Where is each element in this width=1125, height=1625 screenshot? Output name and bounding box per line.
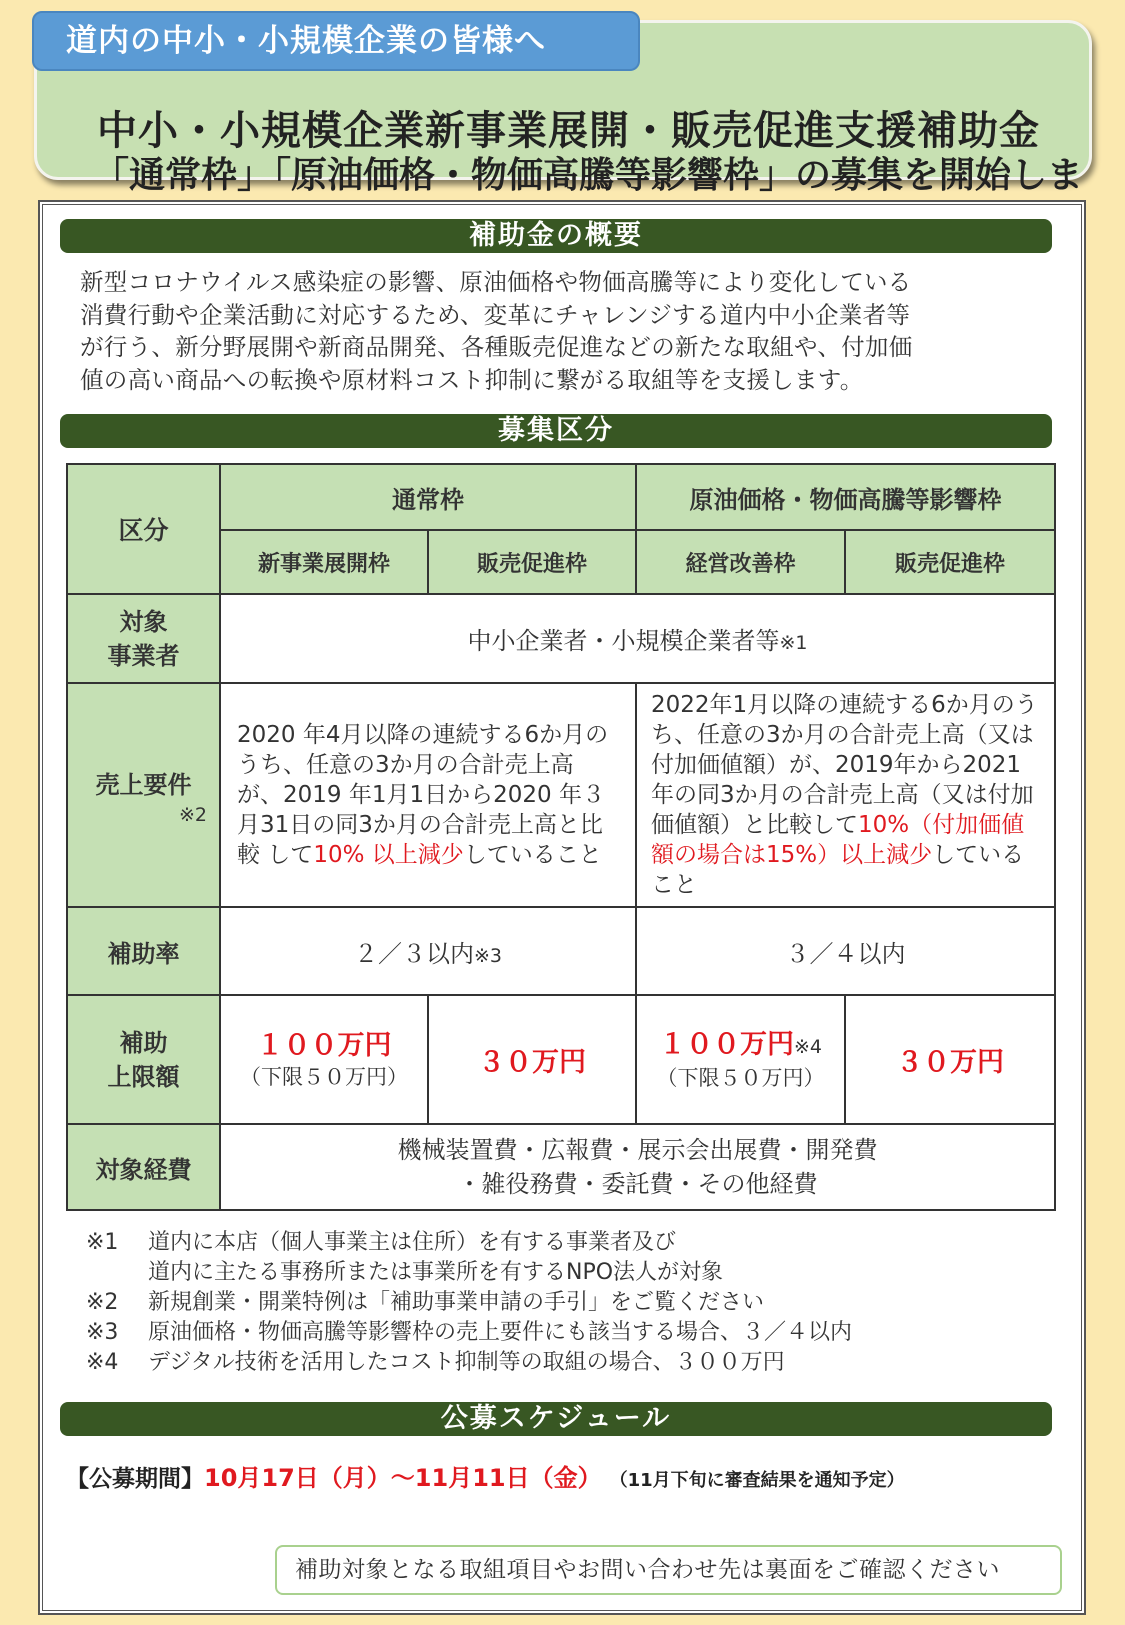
application-period [66, 1458, 905, 1493]
sales-text: していること [651, 842, 1025, 898]
table-row [67, 594, 1055, 683]
footnote-mark [86, 1258, 148, 1288]
footnote-text: 新規創業・開業特例は「補助事業申請の手引」をご覧ください [148, 1290, 765, 1315]
overview-line: 新型コロナウイルス感染症の影響、原油価格や物価高騰等により変化している [80, 268, 912, 296]
header-sub-management: 経営改善枠 [636, 530, 845, 594]
footnote-text: 道内に主たる事務所または事業所を有するNPO法人が対象 [148, 1260, 724, 1285]
rate-normal [220, 907, 636, 995]
footnote [86, 1348, 1046, 1378]
footnote-mark: ※2 [86, 1290, 119, 1315]
sales-text: 2022年1月以降の連続する6か月のうち、任意の3か月の合計売上高（又は付加価値額）が、2019年から2021年の同3か月の合計売上高（又は付加価値額）と比較して [651, 692, 1038, 838]
categories-table [66, 463, 1056, 1211]
back-page-notice: 補助対象となる取組項目やお問い合わせ先は裏面をご確認ください [275, 1545, 1062, 1595]
limit-note: ※4 [793, 1035, 822, 1058]
limit-amount: ３０万円 [896, 1047, 1004, 1078]
target-value [220, 594, 1055, 683]
header-group-normal: 通常枠 [220, 464, 636, 530]
footnote-mark: ※1 [86, 1230, 119, 1255]
table-row [67, 995, 1055, 1124]
target-note: ※1 [779, 632, 808, 654]
limit-amount: ３０万円 [478, 1047, 586, 1078]
schedule-heading: 公募スケジュール [60, 1402, 1052, 1436]
row-label-sales [67, 683, 220, 907]
row-label-line: 上限額 [107, 1062, 180, 1091]
header-sub-new-business: 新事業展開枠 [220, 530, 428, 594]
limit-min: （下限５０万円） [240, 1064, 408, 1089]
period-note: （11月下旬に審査結果を通知予定） [609, 1470, 905, 1491]
cost-line: 機械装置費・広報費・展示会出展費・開発費 [397, 1136, 878, 1164]
overview-heading: 補助金の概要 [60, 219, 1052, 253]
row-label-target [67, 594, 220, 683]
table-row [67, 683, 1055, 907]
row-label-cost: 対象経費 [67, 1124, 220, 1210]
header-sub-sales-promo: 販売促進枠 [428, 530, 636, 594]
row-label-line: 売上要件 [95, 770, 192, 799]
footnote-text: 原油価格・物価高騰等影響枠の売上要件にも該当する場合、３／４以内 [148, 1320, 853, 1345]
row-label-limit [67, 995, 220, 1124]
footnote-mark: ※4 [86, 1350, 119, 1375]
rate-text: ２／３以内 [353, 939, 474, 968]
cost-items [220, 1124, 1055, 1210]
cost-line: ・雑役務費・委託費・その他経費 [457, 1170, 818, 1198]
table-row [67, 907, 1055, 995]
target-text: 中小企業者・小規模企業者等 [467, 627, 780, 655]
rate-note: ※3 [473, 944, 502, 967]
header-kubun: 区分 [67, 464, 220, 594]
rate-oil: ３／４以内 [636, 907, 1055, 995]
sales-requirement-normal [220, 683, 636, 907]
sales-requirement-oil [636, 683, 1055, 907]
row-label-line: 補助 [119, 1028, 168, 1057]
footnote-text: 道内に本店（個人事業主は住所）を有する事業者及び [148, 1230, 677, 1255]
row-label-line: 対象 [119, 607, 168, 636]
overview-line: が行う、新分野展開や新商品開発、各種販売促進などの新たな取組や、付加価 [80, 333, 913, 361]
overview-line: 値の高い商品への転換や原材料コスト抑制に繋がる取組等を支援します。 [80, 365, 864, 394]
overview-line: 消費行動や企業活動に対応するため、変革にチャレンジする道内中小企業者等 [80, 300, 911, 329]
footnote [86, 1288, 1046, 1318]
table-row [67, 464, 1055, 530]
limit-amount: １００万円 [658, 1028, 794, 1060]
limit-management [636, 995, 845, 1124]
footnote [86, 1228, 1046, 1258]
footnote-mark: ※3 [86, 1320, 119, 1345]
header-group-oil: 原油価格・物価高騰等影響枠 [636, 464, 1055, 530]
row-label-line: 事業者 [107, 641, 180, 670]
footnote-text: デジタル技術を活用したコスト抑制等の取組の場合、３００万円 [148, 1350, 785, 1375]
header-sub-sales-promo-oil: 販売促進枠 [845, 530, 1055, 594]
categories-heading: 募集区分 [60, 414, 1052, 448]
limit-amount-line [637, 1028, 844, 1064]
row-label-rate: 補助率 [67, 907, 220, 995]
limit-new-business [220, 995, 428, 1124]
row-label-note: ※2 [178, 803, 207, 826]
table-row [67, 1124, 1055, 1210]
limit-amount: １００万円 [256, 1029, 392, 1061]
header-title-main: 中小・小規模企業新事業展開・販売促進支援補助金 [97, 108, 1040, 154]
header-audience-tab: 道内の中小・小規模企業の皆様へ [32, 11, 640, 71]
period-label: 【公募期間】 [66, 1466, 204, 1492]
limit-min: （下限５０万円） [656, 1065, 825, 1090]
footnote [86, 1258, 1046, 1288]
header-title-sub: 「通常枠」「原油価格・物価高騰等影響枠」の募集を開始しま [93, 155, 1084, 196]
overview-text [80, 266, 1040, 396]
limit-sales-promo-oil [845, 995, 1055, 1124]
footnote [86, 1318, 1046, 1348]
sales-highlight: 10%（付加価値額の場合は15%）以上減少 [651, 812, 1025, 868]
limit-sales-promo [428, 995, 636, 1124]
footnotes [86, 1228, 1046, 1378]
sales-highlight: 10% 以上減少 [313, 842, 464, 868]
sales-text: していること [463, 842, 602, 868]
sales-text: 2020 年4月以降の連続する6か月のうち、任意の3か月の合計売上高 が、2019 年1月1日から2020 年３月31日の同3か月の合計売上高と比較 して [237, 722, 609, 868]
period-dates: 10月17日（月）〜11月11日（金） [204, 1464, 602, 1492]
